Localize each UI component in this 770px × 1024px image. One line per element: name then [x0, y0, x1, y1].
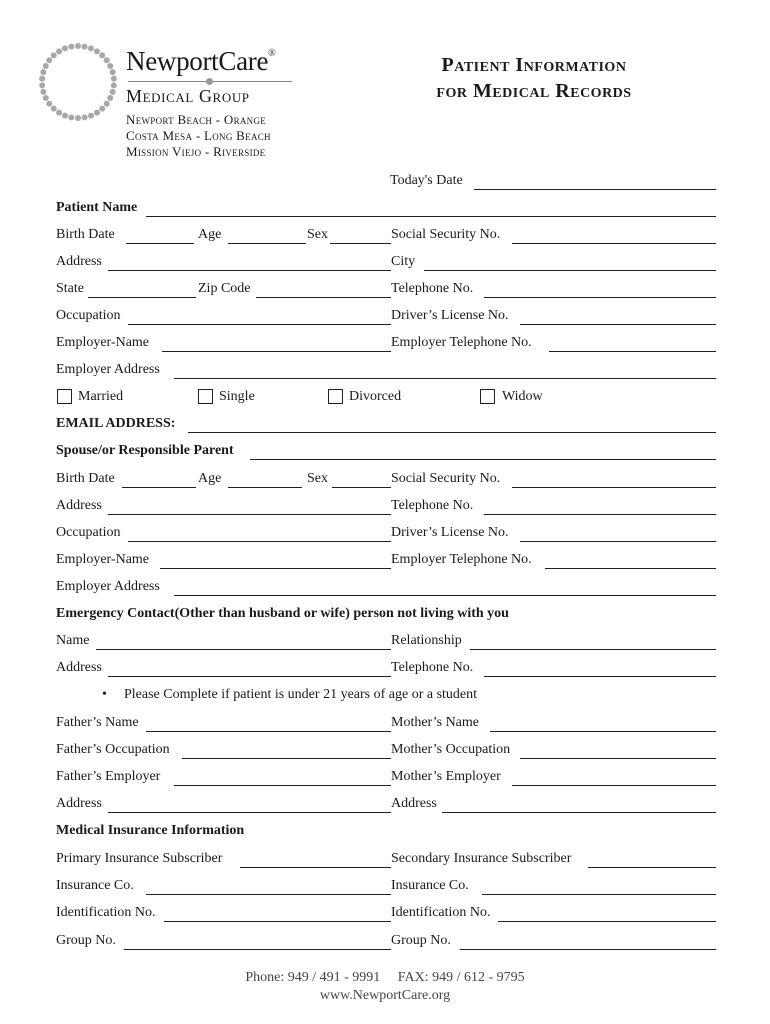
relationship-field[interactable]	[470, 649, 716, 650]
fathers-occupation-label: Father’s Occupation	[56, 742, 170, 757]
secondary-group-field[interactable]	[460, 949, 716, 950]
mothers-name-label: Mother’s Name	[391, 715, 479, 730]
spouse-address-field[interactable]	[108, 514, 391, 515]
telephone-field[interactable]	[484, 297, 716, 298]
spouse-address-label: Address	[56, 498, 102, 513]
secondary-group-label: Group No.	[391, 933, 451, 948]
secondary-subscriber-field[interactable]	[588, 867, 716, 868]
spouse-age-label: Age	[198, 471, 222, 486]
employer-address-field[interactable]	[174, 378, 716, 379]
spouse-employer-name-field[interactable]	[160, 568, 391, 569]
spouse-telephone-field[interactable]	[484, 514, 716, 515]
sex-label: Sex	[307, 227, 328, 242]
fathers-employer-field[interactable]	[174, 785, 391, 786]
primary-subscriber-field[interactable]	[240, 867, 391, 868]
ssn-field[interactable]	[512, 243, 716, 244]
state-label: State	[56, 281, 84, 296]
spouse-employer-address-label: Employer Address	[56, 579, 160, 594]
secondary-identification-label: Identification No.	[391, 905, 491, 920]
row-occupation-license	[56, 303, 716, 325]
form-title-line-2: for Medical Records	[436, 80, 632, 102]
row-minor-note	[56, 682, 716, 704]
bullet-icon: •	[102, 687, 107, 702]
fathers-name-label: Father’s Name	[56, 715, 139, 730]
emergency-telephone-field[interactable]	[484, 676, 716, 677]
mothers-occupation-label: Mother’s Occupation	[391, 742, 511, 757]
spouse-sex-field[interactable]	[332, 487, 391, 488]
spouse-birth-date-field[interactable]	[122, 487, 196, 488]
single-label: Single	[219, 389, 255, 404]
divorced-label: Divorced	[349, 389, 402, 404]
minor-note-text: Please Complete if patient is under 21 years of age or a student	[124, 687, 478, 702]
secondary-identification-field[interactable]	[498, 921, 716, 922]
primary-group-label: Group No.	[56, 933, 116, 948]
row-employer-name-phone	[56, 330, 716, 352]
row-marital-status	[56, 384, 716, 406]
spouse-age-field[interactable]	[228, 487, 302, 488]
address-field[interactable]	[108, 270, 391, 271]
spouse-label: Spouse/or Responsible Parent	[56, 443, 234, 458]
spouse-telephone-label: Telephone No.	[391, 498, 474, 513]
city-field[interactable]	[424, 270, 716, 271]
occupation-label: Occupation	[56, 308, 121, 323]
spouse-drivers-license-label: Driver’s License No.	[391, 525, 509, 540]
row-state-zip-phone	[56, 276, 716, 298]
emergency-address-label: Address	[56, 660, 102, 675]
occupation-field[interactable]	[128, 324, 391, 325]
fathers-occupation-field[interactable]	[182, 758, 391, 759]
brand-divider-dot	[206, 78, 213, 85]
row-insurance-company	[56, 873, 716, 895]
divorced-checkbox[interactable]	[328, 389, 343, 404]
secondary-insurance-co-field[interactable]	[482, 894, 716, 895]
state-field[interactable]	[88, 297, 196, 298]
row-insurance-header	[56, 818, 716, 840]
birth-date-label: Birth Date	[56, 227, 115, 242]
footer-website: www.NewportCare.org	[319, 988, 451, 1003]
primary-insurance-co-label: Insurance Co.	[56, 878, 134, 893]
row-parent-employers	[56, 764, 716, 786]
zip-code-label: Zip Code	[198, 281, 251, 296]
age-field[interactable]	[228, 243, 306, 244]
mothers-address-label: Address	[391, 796, 437, 811]
spouse-employer-address-field[interactable]	[174, 595, 716, 596]
employer-name-label: Employer-Name	[56, 335, 150, 350]
mothers-name-field[interactable]	[490, 731, 716, 732]
sex-field[interactable]	[330, 243, 391, 244]
logo-bead-ring-icon	[36, 40, 120, 124]
emergency-contact-heading: Emergency Contact(Other than husband or wife) person not living with you	[56, 606, 509, 621]
spouse-employer-name-label: Employer-Name	[56, 552, 150, 567]
fathers-address-field[interactable]	[108, 812, 391, 813]
city-label: City	[391, 254, 416, 269]
widow-checkbox[interactable]	[480, 389, 495, 404]
relationship-label: Relationship	[391, 633, 462, 648]
row-emergency-header	[56, 601, 716, 623]
mothers-employer-label: Mother’s Employer	[391, 769, 501, 784]
row-spouse-birth-age-sex-ssn	[56, 466, 716, 488]
emergency-telephone-label: Telephone No.	[391, 660, 474, 675]
row-emergency-name-relationship	[56, 628, 716, 650]
employer-telephone-field[interactable]	[549, 351, 716, 352]
row-insurance-subscribers	[56, 846, 716, 868]
spouse-occupation-field[interactable]	[128, 541, 391, 542]
brand-name: NewportCare®	[126, 46, 276, 76]
primary-identification-label: Identification No.	[56, 905, 156, 920]
fathers-address-label: Address	[56, 796, 102, 811]
drivers-license-field[interactable]	[520, 324, 716, 325]
row-group	[56, 928, 716, 950]
spouse-employer-telephone-field[interactable]	[545, 568, 716, 569]
spouse-ssn-field[interactable]	[512, 487, 716, 488]
employer-address-label: Employer Address	[56, 362, 160, 377]
row-emergency-address-phone	[56, 655, 716, 677]
emergency-name-label: Name	[56, 633, 90, 648]
row-patient-name	[56, 195, 716, 217]
drivers-license-label: Driver’s License No.	[391, 308, 509, 323]
single-checkbox[interactable]	[198, 389, 213, 404]
row-employer-address	[56, 357, 716, 379]
widow-label: Widow	[502, 389, 543, 404]
row-parent-addresses	[56, 791, 716, 813]
row-spouse-occupation-license	[56, 520, 716, 542]
fathers-employer-label: Father’s Employer	[56, 769, 161, 784]
primary-identification-field[interactable]	[164, 921, 391, 922]
footer-contact: Phone: 949 / 491 - 9991 FAX: 949 / 612 - 9795	[245, 970, 525, 985]
ssn-label: Social Security No.	[391, 227, 501, 242]
row-spouse-address-phone	[56, 493, 716, 515]
todays-date-label: Today's Date	[390, 173, 463, 188]
row-birth-age-sex-ssn	[56, 222, 716, 244]
row-todays-date	[56, 168, 716, 190]
spouse-field[interactable]	[250, 459, 716, 460]
patient-name-label: Patient Name	[56, 200, 138, 215]
row-address-city	[56, 249, 716, 271]
mothers-occupation-field[interactable]	[520, 758, 716, 759]
spouse-birth-date-label: Birth Date	[56, 471, 115, 486]
row-spouse-employer-address	[56, 574, 716, 596]
row-parent-names	[56, 710, 716, 732]
primary-group-field[interactable]	[124, 949, 391, 950]
secondary-insurance-co-label: Insurance Co.	[391, 878, 469, 893]
married-label: Married	[78, 389, 124, 404]
brand-group: Medical Group	[126, 86, 250, 106]
insurance-heading: Medical Insurance Information	[56, 823, 245, 838]
row-parent-occupations	[56, 737, 716, 759]
spouse-occupation-label: Occupation	[56, 525, 121, 540]
registered-mark: ®	[268, 48, 276, 59]
birth-date-field[interactable]	[126, 243, 194, 244]
married-checkbox[interactable]	[57, 389, 72, 404]
secondary-subscriber-label: Secondary Insurance Subscriber	[391, 851, 572, 866]
age-label: Age	[198, 227, 222, 242]
location-line-3: Mission Viejo - Riverside	[126, 144, 266, 159]
email-field[interactable]	[188, 432, 716, 433]
spouse-sex-label: Sex	[307, 471, 328, 486]
employer-name-field[interactable]	[162, 351, 391, 352]
fathers-name-field[interactable]	[146, 731, 391, 732]
email-label: EMAIL ADDRESS:	[56, 416, 176, 431]
emergency-address-field[interactable]	[108, 676, 391, 677]
row-spouse-employer-name-phone	[56, 547, 716, 569]
row-email	[56, 411, 716, 433]
address-label: Address	[56, 254, 102, 269]
row-identification	[56, 900, 716, 922]
spouse-employer-telephone-label: Employer Telephone No.	[391, 552, 532, 567]
patient-name-field[interactable]	[146, 216, 716, 217]
zip-code-field[interactable]	[256, 297, 391, 298]
employer-telephone-label: Employer Telephone No.	[391, 335, 532, 350]
location-line-1: Newport Beach - Orange	[126, 112, 267, 127]
telephone-label: Telephone No.	[391, 281, 474, 296]
todays-date-field[interactable]	[474, 189, 716, 190]
emergency-name-field[interactable]	[96, 649, 391, 650]
row-spouse	[56, 438, 716, 460]
spouse-ssn-label: Social Security No.	[391, 471, 501, 486]
location-line-2: Costa Mesa - Long Beach	[126, 128, 271, 143]
primary-insurance-co-field[interactable]	[146, 894, 391, 895]
spouse-drivers-license-field[interactable]	[520, 541, 716, 542]
mothers-address-field[interactable]	[442, 812, 716, 813]
primary-subscriber-label: Primary Insurance Subscriber	[56, 851, 223, 866]
form-title-line-1: Patient Information	[441, 54, 627, 76]
mothers-employer-field[interactable]	[512, 785, 716, 786]
